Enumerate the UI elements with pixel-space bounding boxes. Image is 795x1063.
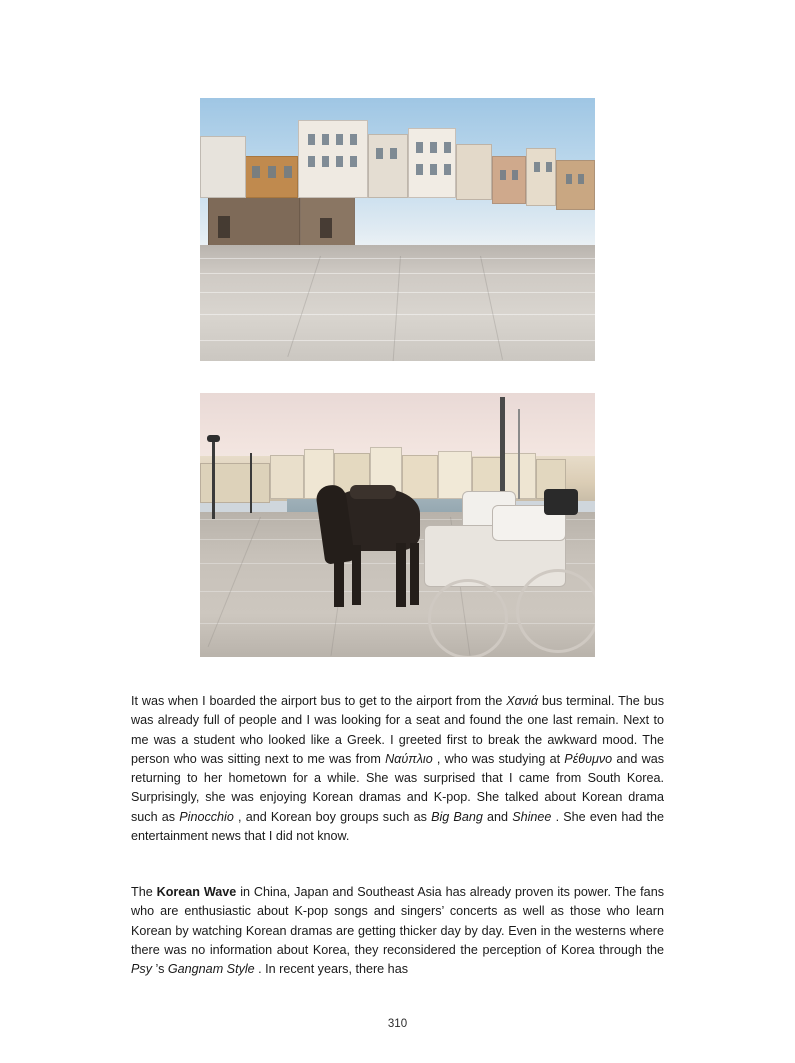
window xyxy=(336,156,343,167)
waterfront-building xyxy=(402,455,438,499)
window xyxy=(376,148,383,159)
tan-building xyxy=(556,160,595,210)
white-building xyxy=(526,148,556,206)
window xyxy=(546,162,552,172)
horse-leg xyxy=(410,543,419,605)
archway xyxy=(218,216,230,238)
horse-leg xyxy=(396,543,406,607)
pavement-line xyxy=(200,258,595,259)
figure-harbour-square xyxy=(200,98,595,361)
text-run: Korean Wave xyxy=(156,885,237,899)
text-run: Gangnam Style xyxy=(167,962,255,977)
window xyxy=(268,166,276,178)
horse-harness xyxy=(350,485,396,499)
text-run: , who was studying at xyxy=(432,751,565,766)
lamp-head xyxy=(207,435,220,442)
window xyxy=(390,148,397,159)
window xyxy=(350,134,357,145)
text-run: , and Korean boy groups such as xyxy=(233,809,432,824)
window xyxy=(322,156,329,167)
window xyxy=(500,170,506,180)
white-building xyxy=(200,136,246,198)
text-run: Χανιά xyxy=(506,694,539,708)
text-run: . She even had the entertainment news that I did not know. xyxy=(131,809,665,844)
white-building xyxy=(456,144,492,200)
page-number: 310 xyxy=(387,1018,408,1030)
window xyxy=(308,134,315,145)
white-building xyxy=(368,134,408,198)
pavement-line xyxy=(200,314,595,315)
white-building xyxy=(408,128,456,198)
lamp-post xyxy=(212,441,215,519)
archway xyxy=(320,218,332,238)
waterfront-building xyxy=(200,463,270,503)
text-run: Ναύπλιο xyxy=(385,751,433,766)
window xyxy=(512,170,518,180)
carriage-wheel xyxy=(516,569,595,653)
horse-leg xyxy=(352,545,361,605)
window xyxy=(578,174,584,184)
window xyxy=(444,142,451,153)
window xyxy=(534,162,540,172)
text-run: and xyxy=(482,809,513,824)
text-run: Shinee xyxy=(512,809,552,824)
waterfront-building xyxy=(270,455,304,499)
window xyxy=(308,156,315,167)
carriage-lantern xyxy=(544,489,578,515)
text-run: . In recent years, there has xyxy=(254,962,408,977)
window xyxy=(252,166,260,178)
text-run: Pinocchio xyxy=(179,809,234,824)
text-run: ’s xyxy=(152,962,168,977)
window xyxy=(336,134,343,145)
text-run: Psy xyxy=(131,962,152,977)
horse-leg xyxy=(334,545,344,607)
window xyxy=(284,166,292,178)
window xyxy=(322,134,329,145)
text-run: The xyxy=(131,885,157,899)
mast-rope xyxy=(518,409,520,499)
window xyxy=(416,142,423,153)
paragraph-2 xyxy=(131,883,664,979)
text-run: in China, Japan and Southeast Asia has already proven its power. The fans who are enthusiastic about K-pop songs and singers’ concerts as well as those who learn Korean by watching Korean dramas are getting thicker day by day. Even in the westerns where there was no information about Korea, they reconsidered the perception of Korea through the xyxy=(131,885,664,957)
text-run: Ρέθυμνο xyxy=(564,751,613,766)
window xyxy=(444,164,451,175)
text-run: and was returning to her hometown for a while. She was surprised that I came from South Korea. Surprisingly, she was enjoying Korean dramas and K-pop. She talked about Korean drama such as xyxy=(131,751,665,824)
carriage-wheel xyxy=(428,579,508,657)
pavement-line xyxy=(200,273,595,274)
pink-building xyxy=(492,156,526,204)
text-run: bus terminal. The bus was already full of people and I was looking for a seat and found the one last remain. Next to me was a student who looked like a Greek. I greeted first to break the awkward mood. The person who was sitting next to me was from xyxy=(131,694,664,766)
text-run: Big Bang xyxy=(431,809,483,824)
window xyxy=(416,164,423,175)
figure-horse-carriage xyxy=(200,393,595,657)
window xyxy=(430,142,437,153)
window xyxy=(350,156,357,167)
text-run: It was when I boarded the airport bus to get to the airport from the xyxy=(131,694,507,708)
paragraph-1 xyxy=(131,692,664,846)
lamp-post xyxy=(250,453,252,513)
pavement-line xyxy=(200,340,595,341)
window xyxy=(430,164,437,175)
window xyxy=(566,174,572,184)
